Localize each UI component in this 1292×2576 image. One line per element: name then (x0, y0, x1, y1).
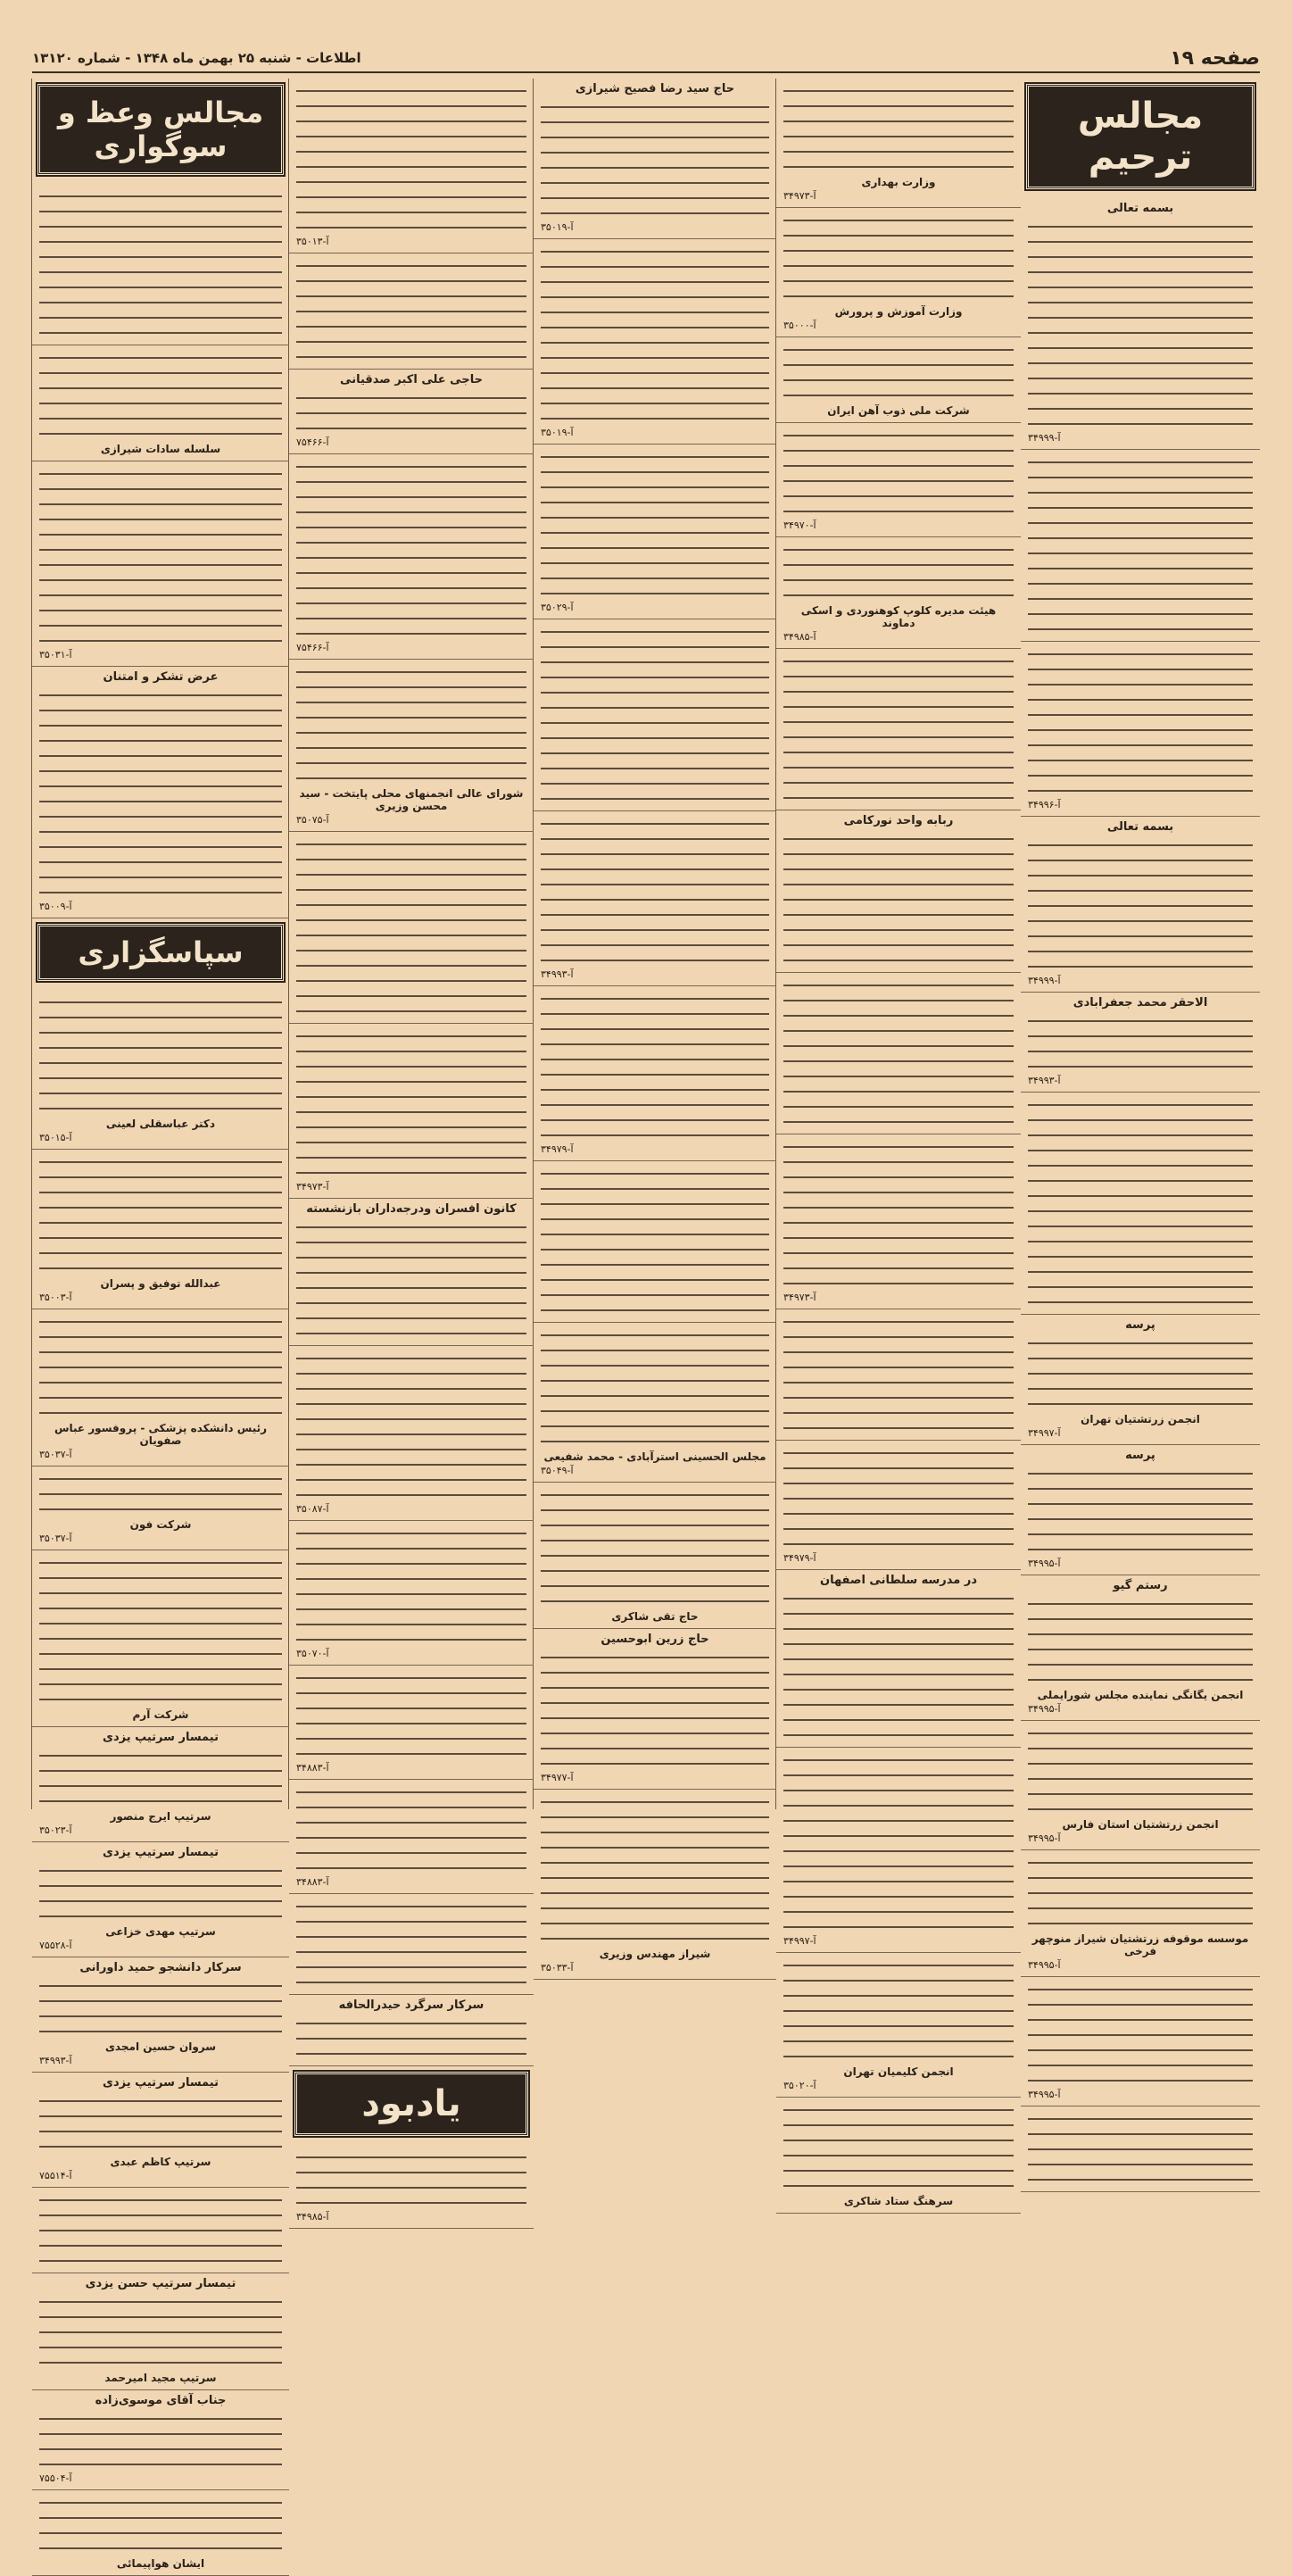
notice-body (783, 341, 1014, 402)
notice-body (1028, 1465, 1253, 1556)
notice-signature: شورای عالی انجمنهای محلی پایتخت - سید محسن وزیری (299, 787, 524, 812)
notice-signature: ایشان هواپیمائی (116, 2557, 205, 2570)
notice (289, 1995, 534, 2066)
notice (32, 1150, 289, 1309)
notice-body (296, 835, 526, 1018)
notice-title: تیمسار سرتیپ یزدی (103, 1731, 219, 1744)
notice (289, 1666, 534, 1780)
column-4 (288, 79, 534, 2223)
notice-body (1028, 1724, 1253, 1816)
notice-signature: سرتیپ ایرج منصور (110, 1810, 211, 1823)
notice-body (39, 349, 282, 440)
notice-signature: سلسله سادات شیرازی (100, 443, 221, 455)
notice-body (541, 990, 769, 1142)
notice (289, 454, 534, 660)
notice (1021, 993, 1260, 1093)
notice (534, 1161, 776, 1323)
notice-body (541, 1486, 769, 1608)
column-1 (1021, 79, 1260, 2100)
notice-body (1028, 1012, 1253, 1073)
notice-body (296, 389, 526, 435)
notice-body (296, 1525, 526, 1646)
notice-code: آ-۳۴۹۹۵ (1028, 1832, 1061, 1844)
notice-code: آ-۷۵۴۶۶ (296, 436, 329, 448)
notice-body (783, 1957, 1014, 2063)
notice-code: آ-۳۵۰۱۹ (541, 221, 574, 233)
notice-code: آ-۳۴۹۹۳ (1028, 1075, 1061, 1086)
notice (1021, 1977, 1260, 2107)
notice-body (1028, 2110, 1253, 2186)
notice (534, 1790, 776, 1980)
notice (289, 1346, 534, 1521)
notice-signature: وزارت بهداری (861, 176, 936, 188)
notice (1021, 1445, 1260, 1575)
notice-code: آ-۷۵۵۰۴ (39, 2472, 72, 2484)
notice-body (296, 82, 526, 234)
notice-signature: مجلس الحسینی استرآبادی - محمد شفیعی (543, 1450, 766, 1463)
notice-code: آ-۷۵۵۲۸ (39, 1940, 72, 1951)
notice (776, 2098, 1021, 2214)
notice-body (1028, 1096, 1253, 1309)
notice-body (39, 1977, 282, 2038)
notice (776, 810, 1021, 973)
notice-code: آ-۳۴۹۹۹ (1028, 432, 1061, 444)
notice-signature: شرکت ملی ذوب آهن ایران (827, 404, 970, 417)
notice (776, 1309, 1021, 1441)
notice-body (39, 465, 282, 647)
notice-body (39, 993, 282, 1115)
notice-code: آ-۳۵۰۳۷ (39, 1533, 72, 1544)
notice-code: آ-۳۴۹۹۵ (1028, 1703, 1061, 1715)
notice-title: جناب آقای موسوی‌زاده (95, 2394, 227, 2407)
notice-code: آ-۳۵۰۷۰ (296, 1648, 329, 1659)
notice-body (783, 1313, 1014, 1434)
notice-body (783, 427, 1014, 518)
notice (32, 2490, 289, 2576)
notice-body (39, 187, 282, 339)
notice-body (1028, 1854, 1253, 1930)
notice (534, 239, 776, 445)
notice-body (39, 1747, 282, 1807)
notice-code: آ-۳۴۹۹۷ (1028, 1427, 1061, 1439)
notice (32, 1467, 289, 1550)
notice (776, 1748, 1021, 1953)
notice-code: آ-۳۴۹۷۹ (541, 1143, 574, 1155)
notice-signature: وزارت آموزش و پرورش (834, 305, 963, 318)
notice (776, 1134, 1021, 1309)
notice-code: آ-۳۵۰۳۱ (39, 649, 72, 661)
notice-body (39, 2494, 282, 2555)
notice (289, 660, 534, 832)
notice (776, 208, 1021, 337)
notice (32, 990, 289, 1150)
notice-body (541, 1326, 769, 1448)
notice-body (39, 1153, 282, 1275)
notice (1021, 2107, 1260, 2192)
notice-code: آ-۳۵۰۳۷ (39, 1449, 72, 1460)
notice-body (783, 652, 1014, 804)
notice (32, 2390, 289, 2490)
notice-body (296, 458, 526, 640)
notice (32, 2188, 289, 2273)
notice-title: ربابه واحد نورکامی (843, 814, 954, 827)
notice-signature: حاج تقی شاکری (611, 1610, 699, 1623)
notice (534, 1323, 776, 1483)
notice-title: سرکار دانشجو حمید داورانی (79, 1961, 242, 1974)
notice (534, 811, 776, 986)
notice-signature: دکتر عباسقلی لعینی (105, 1118, 216, 1130)
notice-signature: انجمن زرتشتیان تهران (1081, 1413, 1200, 1425)
column-5 (31, 79, 289, 2570)
notice-body (296, 1898, 526, 1989)
notice (1021, 1093, 1260, 1315)
notice-body (1028, 1981, 1253, 2087)
notice (289, 1894, 534, 1995)
notice-code: آ-۳۵۰۱۵ (39, 1132, 72, 1143)
notice (289, 1780, 534, 1894)
notice-title: بسمه تعالی (1106, 820, 1174, 834)
notice-body (541, 1649, 769, 1770)
notice-title: سرکار سرگرد حیدرالحافه (338, 1998, 484, 2012)
notice-body (39, 686, 282, 899)
notice-code: آ-۳۴۹۷۰ (783, 519, 816, 531)
notice (32, 2073, 289, 2188)
notice-code: آ-۳۴۹۷۹ (783, 1552, 816, 1564)
notice (776, 337, 1021, 423)
notice (776, 1953, 1021, 2098)
notice (1021, 642, 1260, 817)
notice-title: پرسه (1125, 1318, 1155, 1332)
notice (32, 1842, 289, 1957)
notice-signature: شرکت آرم (132, 1708, 189, 1721)
notice-body (541, 1165, 769, 1317)
dateline: اطلاعات - شنبه ۲۵ بهمن ماه ۱۳۴۸ - شماره ۱۳۱۲۰ (32, 50, 361, 66)
notice-body (296, 1669, 526, 1760)
notice-code: آ-۳۴۸۸۳ (296, 1876, 329, 1888)
notice (534, 1629, 776, 1790)
notice-title: تیمسار سرتیپ یزدی (103, 1846, 219, 1859)
notice-code: آ-۳۵۰۳۳ (541, 1962, 574, 1974)
notice-body (1028, 836, 1253, 973)
notice (289, 253, 534, 370)
notice-code: آ-۳۴۹۹۵ (1028, 2089, 1061, 2100)
notice-body (1028, 1334, 1253, 1410)
notice-code: آ-۳۴۹۷۳ (783, 190, 816, 202)
notice-body (783, 1444, 1014, 1550)
notice-code: آ-۳۵۰۰۳ (39, 1292, 72, 1303)
page-header (32, 45, 1260, 73)
notice-signature: سرهنگ ستاد شاکری (843, 2195, 954, 2207)
notice-code: آ-۳۴۹۹۵ (1028, 1959, 1061, 1971)
notice-code: آ-۳۴۸۸۳ (296, 1762, 329, 1774)
notice (776, 1441, 1021, 1570)
notice-body (783, 976, 1014, 1128)
notice-code: آ-۷۵۴۶۶ (296, 642, 329, 653)
notice-body (541, 98, 769, 220)
notice (534, 619, 776, 811)
notice (776, 423, 1021, 537)
notice (1021, 450, 1260, 642)
notice (32, 461, 289, 667)
notice (534, 1483, 776, 1629)
notice-body (783, 1590, 1014, 1741)
notice-code: آ-۳۴۹۹۹ (1028, 975, 1061, 986)
notice-code: آ-۳۵۰۲۹ (541, 602, 574, 613)
notice (1021, 1315, 1260, 1445)
notice-code: آ-۳۴۹۹۷ (783, 1935, 816, 1947)
notice (32, 1550, 289, 1727)
notice-body (296, 663, 526, 785)
notice (289, 79, 534, 253)
notice-body (783, 541, 1014, 602)
notice-signature: شرکت فون (129, 1518, 192, 1531)
notice-signature: انجمن یگانگی نماینده مجلس شورایملی (1037, 1689, 1244, 1701)
notice-title: در مدرسه سلطانی اصفهان (819, 1574, 978, 1587)
notice (776, 537, 1021, 649)
notice-code: آ-۳۴۹۹۳ (541, 968, 574, 980)
notice-code: آ-۷۵۵۱۴ (39, 2170, 72, 2181)
notice (289, 1024, 534, 1199)
notice (1021, 1850, 1260, 1977)
notice-body (39, 1313, 282, 1419)
notice-body (39, 2092, 282, 2153)
notice-signature: سرتیپ مجید امیرحمد (104, 2372, 217, 2384)
notice-signature: سروان حسین امجدی (104, 2040, 217, 2053)
notice (776, 973, 1021, 1134)
notice-signature: هیئت مدیره کلوپ کوهنوردی و اسکی دماوند (800, 604, 997, 629)
notice-title: رستم گیو (1113, 1579, 1168, 1592)
notice-code: آ-۳۵۰۸۷ (296, 1503, 329, 1515)
notice-code: آ-۳۴۹۹۳ (39, 2055, 72, 2066)
notice-code: آ-۳۴۹۷۷ (541, 1772, 574, 1783)
section-banner-condolence-gatherings: مجالس ترحیم (1026, 84, 1255, 189)
notice-body (541, 815, 769, 967)
notice (1021, 1575, 1260, 1721)
notice (534, 79, 776, 239)
notice-title: تیمسار سرتیپ یزدی (103, 2076, 219, 2090)
notice-body (783, 1138, 1014, 1290)
notice (289, 1199, 534, 1346)
notice-body (39, 1470, 282, 1516)
notice (776, 649, 1021, 810)
section-banner-sermon-gatherings: مجالس وعظ و سوگواری (37, 84, 284, 175)
notice-body (296, 2148, 526, 2209)
section-banner-thanks: سپاسگزاری (37, 924, 284, 981)
notice-title: حاجی علی اکبر صدقیانی (340, 373, 483, 386)
notice-code: آ-۳۴۹۷۳ (296, 1181, 329, 1192)
notice (776, 79, 1021, 208)
notice-signature: سرتیپ کاظم عبدی (110, 2156, 211, 2168)
notice-body (1028, 1595, 1253, 1686)
notice-code: آ-۳۴۹۷۳ (783, 1292, 816, 1303)
notice-body (39, 2293, 282, 2369)
notice-signature: سرتیپ مهدی خزاعی (105, 1925, 216, 1938)
notice-code: آ-۳۵۰۲۰ (783, 2080, 816, 2091)
notice (32, 1957, 289, 2073)
notice (32, 345, 289, 461)
notice (1021, 1721, 1260, 1850)
notice-signature: انجمن زرتشتیان استان فارس (1062, 1818, 1219, 1831)
notice-body (39, 1554, 282, 1706)
notice-body (541, 623, 769, 805)
notice-title: حاج زرین ابوحسین (600, 1633, 709, 1646)
notice-body (541, 243, 769, 425)
notice-signature: رئیس دانشکده پزشکی - پروفسور عباس صفویان (54, 1422, 268, 1447)
notice-body (296, 1218, 526, 1340)
notice (289, 1521, 534, 1666)
notice-title: الاحقر محمد جعفرابادی (1073, 996, 1208, 1010)
notice-signature: موسسه موقوفه زرتشتیان شیراز منوچهر فرخی (1031, 1932, 1249, 1957)
notice-code: آ-۳۴۹۹۵ (1028, 1558, 1061, 1569)
notice (534, 986, 776, 1161)
notice (32, 1727, 289, 1842)
notice (32, 667, 289, 918)
notice (32, 184, 289, 345)
notice-body (39, 2191, 282, 2267)
notice-body (783, 82, 1014, 173)
notice-body (39, 1862, 282, 1923)
column-2 (775, 79, 1021, 2207)
notice-body (783, 1751, 1014, 1933)
notice-code: آ-۳۴۹۸۵ (296, 2211, 329, 2223)
notice-title: عرض تشکر و امتنان (103, 670, 219, 684)
notice-body (296, 1350, 526, 1501)
notice-body (296, 1783, 526, 1874)
notice-title: کانون افسران ودرجه‌داران بازنشسته (306, 1202, 517, 1216)
notice-code: آ-۳۵۰۱۳ (296, 236, 329, 247)
notice-body (541, 448, 769, 600)
section-banner-memorial: یادبود (294, 2072, 528, 2136)
column-3 (533, 79, 776, 1974)
notice-code: آ-۳۵۰۰۹ (39, 901, 72, 912)
page-number: صفحه ۱۹ (1170, 46, 1260, 70)
notice-code: آ-۳۵۰۰۰ (783, 320, 816, 331)
notice-body (39, 2410, 282, 2471)
notice (1021, 198, 1260, 450)
notice-body (296, 1027, 526, 1179)
notice-signature: عبدالله توفیق و پسران (100, 1277, 221, 1290)
notice-code: آ-۳۴۹۹۶ (1028, 799, 1061, 810)
notice-body (541, 1793, 769, 1945)
notice-code: آ-۳۵۰۲۳ (39, 1824, 72, 1836)
notice-title: تیمسار سرتیپ حسن یزدی (85, 2277, 236, 2290)
notice-code: آ-۳۵۰۴۹ (541, 1465, 574, 1476)
notice (776, 1570, 1021, 1748)
notice (289, 2145, 534, 2229)
notice-body (1028, 645, 1253, 797)
notice-body (1028, 453, 1253, 636)
notice (289, 832, 534, 1024)
notice-body (783, 212, 1014, 303)
notice-body (783, 2101, 1014, 2192)
notice (534, 445, 776, 619)
notice (1021, 817, 1260, 993)
notice-body (296, 2015, 526, 2060)
notice (32, 1309, 289, 1467)
notice-body (783, 830, 1014, 967)
notice-body (1028, 218, 1253, 430)
notice-code: آ-۳۵۰۱۹ (541, 427, 574, 438)
notice (32, 2273, 289, 2390)
notice-signature: شیراز مهندس وزیری (599, 1948, 711, 1960)
notice-title: پرسه (1125, 1449, 1155, 1462)
notice-body (296, 257, 526, 363)
notice-code: آ-۳۵۰۷۵ (296, 814, 329, 826)
notice-signature: انجمن کلیمیان تهران (843, 2065, 954, 2078)
notice-code: آ-۳۴۹۸۵ (783, 631, 816, 643)
notice-title: بسمه تعالی (1106, 202, 1174, 215)
notice-title: حاج سید رضا فصیح شیرازی (575, 82, 735, 96)
